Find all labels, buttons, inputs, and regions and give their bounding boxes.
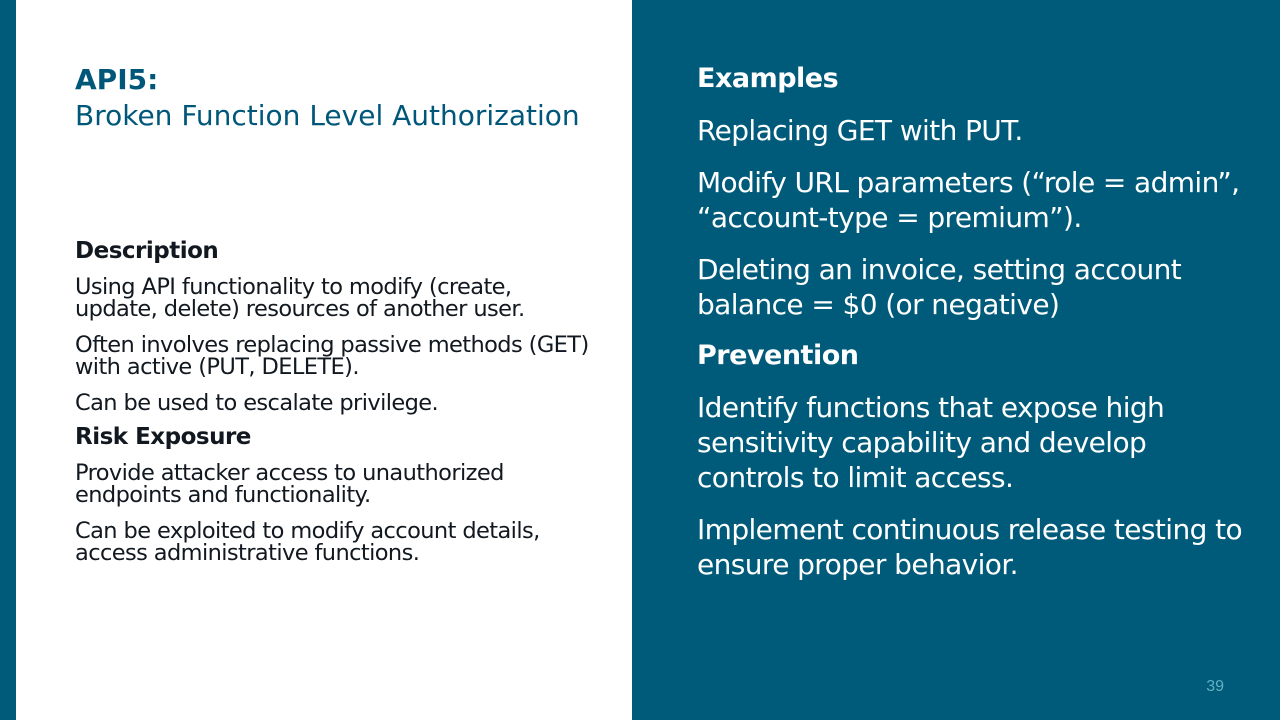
risk-exposure-heading: Risk Exposure: [75, 424, 251, 450]
example-item: Deleting an invoice, setting account balance = $0 (or negative): [697, 253, 1182, 321]
right-panel: [632, 0, 1280, 720]
example-item: Modify URL parameters (“role = admin”, “account-type = premium”).: [697, 166, 1240, 234]
left-panel: [16, 0, 632, 720]
description-item: Can be used to escalate privilege.: [75, 390, 439, 416]
risk-item: Provide attacker access to unauthorized endpoints and functionality.: [75, 460, 504, 508]
examples-heading: Examples: [697, 63, 839, 94]
risk-item: Can be exploited to modify account details, access administrative functions.: [75, 518, 540, 566]
right-content: [697, 62, 1257, 599]
description-heading: Description: [75, 238, 219, 264]
description-item: Using API functionality to modify (create, update, delete) resources of another user.: [75, 274, 525, 322]
description-item: Often involves replacing passive methods (GET) with active (PUT, DELETE).: [75, 332, 589, 380]
example-item: Replacing GET with PUT.: [697, 114, 1023, 147]
prevention-heading: Prevention: [697, 340, 859, 371]
left-content: [75, 236, 595, 578]
title-subtitle: Broken Function Level Authorization: [75, 99, 580, 132]
title-main: API5:: [75, 63, 159, 96]
slide-title: [75, 64, 595, 135]
page-number: 39: [1206, 678, 1224, 695]
prevention-item: Identify functions that expose high sensitivity capability and develop controls to limit access.: [697, 391, 1165, 494]
prevention-item: Implement continuous release testing to ensure proper behavior.: [697, 513, 1243, 581]
